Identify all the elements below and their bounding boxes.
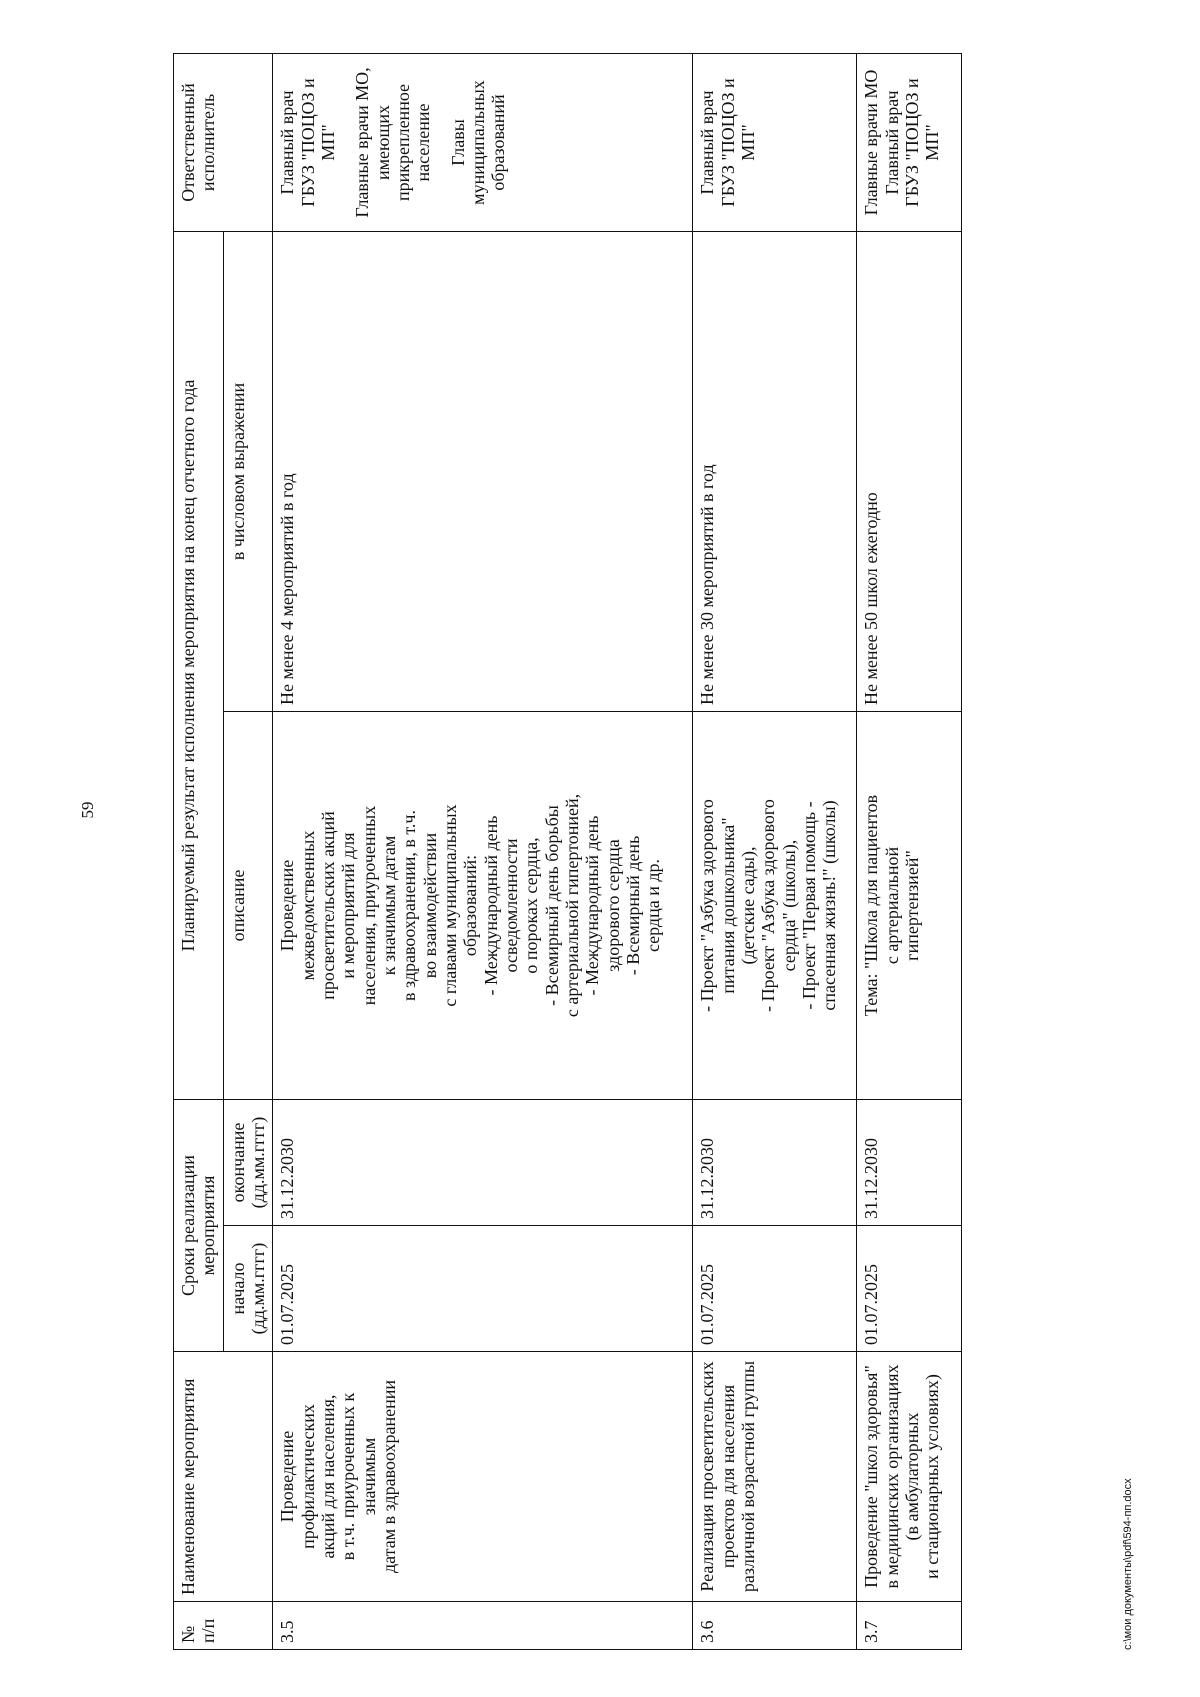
text-line: ГБУЗ "ПОЦОЗ и МП" [901, 78, 943, 207]
result-numeric: Не менее 30 мероприятий в год [693, 232, 857, 712]
text-line: - Международный день [480, 815, 501, 996]
text-line: имеющих [372, 105, 393, 180]
responsible-executor [693, 54, 857, 232]
result-description [857, 712, 961, 1100]
row-number: 3.7 [857, 1602, 961, 1650]
text-line: ГБУЗ "ПОЦОЗ и МП" [297, 78, 338, 207]
measures-table [173, 53, 962, 1650]
result-description [693, 712, 857, 1100]
start-date: 01.07.2025 [273, 1226, 693, 1352]
table-body [273, 54, 961, 1650]
responsible-block [448, 60, 509, 225]
header-name: Наименование мероприятия [174, 1352, 273, 1602]
text-line: Главные врачи МО [861, 69, 882, 216]
text-line: просветительских акций [317, 811, 338, 1000]
text-line: - Всемирный день [622, 835, 643, 976]
text-line: Главный врач [697, 90, 718, 195]
text-line: Тема: "Школа для пациентов [861, 794, 882, 1017]
text-line: в медицинских организациях [881, 1364, 902, 1589]
text-line: и мероприятий для [338, 832, 359, 979]
text-line: акций для населения, [317, 1394, 338, 1559]
rotated-table-sheet [173, 54, 1022, 1650]
result-numeric: Не менее 50 школ ежегодно [857, 232, 961, 712]
text-line: в т.ч. приуроченных к значимым [338, 1392, 379, 1561]
text-line: с артериальной гипертонией, [561, 793, 582, 1018]
header-responsible: Ответственный исполнитель [174, 54, 273, 232]
text-line: Проведение [277, 859, 298, 952]
text-line: межведомственных [297, 830, 318, 981]
text-line: - Проект "Азбука здорового [697, 799, 718, 1012]
footer-file-path: c:\мои документы\pdf\594-пп.docx [1122, 1478, 1134, 1650]
result-numeric: Не менее 4 мероприятий в год [273, 232, 693, 712]
result-description [273, 712, 693, 1100]
text-line: различной возрастной группы [737, 1360, 758, 1593]
page-number: 59 [78, 801, 97, 819]
measure-name [693, 1352, 857, 1602]
text-line: здорового сердца [602, 839, 623, 972]
text-line: и стационарных условиях) [922, 1374, 943, 1579]
end-date: 31.12.2030 [857, 1100, 961, 1226]
text-line: Проведение "школ здоровья" [861, 1365, 882, 1588]
text-line: с главами муниципальных [439, 804, 460, 1007]
text-line: к значимым датам [378, 835, 399, 976]
text-line: проектов для населения [717, 1384, 738, 1569]
row-number: 3.6 [693, 1602, 857, 1650]
end-date: 31.12.2030 [693, 1100, 857, 1226]
text-line: ГБУЗ "ПОЦОЗ и МП" [717, 78, 758, 207]
text-line: питания дошкольника" [717, 817, 738, 994]
header-row-1 [174, 54, 224, 1650]
measure-name [273, 1352, 693, 1602]
text-line: (в амбулаторных [901, 1412, 922, 1541]
measure-name [857, 1352, 961, 1602]
text-line: сердца и др. [643, 858, 664, 953]
responsible-block [277, 60, 338, 225]
text-line: осведомленности [500, 838, 521, 973]
text-line: образований: [460, 854, 481, 957]
header-num: № п/п [174, 1602, 273, 1650]
text-line: во взаимодействии [419, 832, 440, 979]
table-row [693, 54, 857, 1650]
table-row [273, 54, 693, 1650]
table-row [857, 54, 961, 1650]
text-line: Главный врач [277, 90, 298, 195]
text-line: Реализация просветительских [697, 1361, 718, 1592]
row-number: 3.5 [273, 1602, 693, 1650]
header-numeric: в числовом выражении [223, 232, 273, 712]
text-line: сердца" (школы), [778, 839, 799, 972]
header-end: окончание (дд.мм.гггг) [223, 1100, 273, 1226]
responsible-executor [273, 54, 693, 232]
text-line: - Всемирный день борьбы [541, 805, 562, 1006]
text-line: Главный врач [881, 90, 902, 195]
responsible-block [697, 60, 758, 225]
text-line: о пороках сердца, [521, 837, 542, 974]
text-line: гипертензией" [901, 850, 922, 961]
text-line: (детские сады), [737, 846, 758, 965]
header-start: начало (дд.мм.гггг) [223, 1226, 273, 1352]
text-line: Главы муниципальных [447, 80, 488, 205]
start-date: 01.07.2025 [857, 1226, 961, 1352]
text-line: - Международный день [582, 815, 603, 996]
text-line: спасенная жизнь!" (школы) [819, 800, 840, 1011]
header-desc: описание [223, 712, 273, 1100]
text-line: Главные врачи МО, [352, 67, 373, 218]
text-line: в здравоохранении, в т.ч. [399, 810, 420, 1001]
start-date: 01.07.2025 [693, 1226, 857, 1352]
end-date: 31.12.2030 [273, 1100, 693, 1226]
responsible-block [352, 60, 433, 225]
text-line: - Проект "Первая помощь - [798, 801, 819, 1010]
text-line: населения, приуроченных [358, 805, 379, 1006]
responsible-executor [857, 54, 961, 232]
header-result: Планируемый результат исполнения мероприятия на конец отчетного года [174, 232, 224, 1100]
text-line: - Проект "Азбука здорового [758, 799, 779, 1012]
text-line: население [413, 103, 434, 182]
text-line: образований [488, 94, 509, 191]
text-line: прикрепленное [392, 83, 413, 202]
header-terms: Сроки реализации мероприятия [174, 1100, 224, 1352]
responsible-block [861, 60, 942, 225]
text-line: с артериальной [881, 846, 902, 965]
text-line: датам в здравоохранении [378, 1379, 399, 1574]
text-line: Проведение профилактических [277, 1404, 318, 1549]
